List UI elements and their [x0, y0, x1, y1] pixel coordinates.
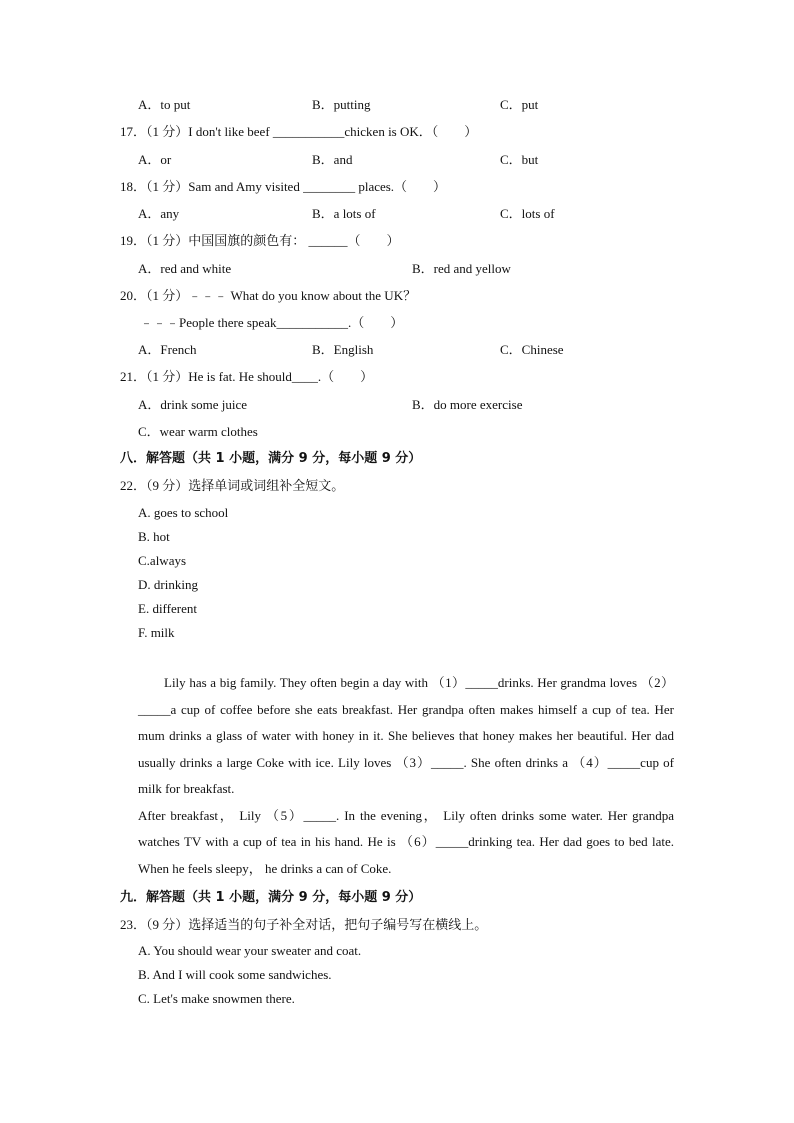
q21-option-a[interactable]: A．drink some juice — [138, 397, 248, 412]
q22-passage — [138, 670, 674, 882]
q19-stem: 19．（1 分）中国国旗的颜色有： ______（ ） — [120, 233, 400, 248]
q19-option-a[interactable]: A．red and white — [138, 261, 232, 276]
q22-choice-a: A. goes to school — [138, 505, 229, 520]
q21-option-b[interactable]: B．do more exercise — [412, 397, 523, 412]
q23-choice-c: C. Let's make snowmen there. — [138, 991, 295, 1006]
q20-stem-line2: ﹣﹣﹣People there speak___________.（ ） — [140, 315, 404, 330]
q16-option-a[interactable]: A．to put — [138, 97, 191, 112]
q22-choice-e: E. different — [138, 601, 197, 616]
q20-option-c[interactable]: C．Chinese — [500, 342, 564, 357]
q23-choice-b: B. And I will cook some sandwiches. — [138, 967, 332, 982]
q18-option-b[interactable]: B．a lots of — [312, 206, 376, 221]
q23-choice-a: A. You should wear your sweater and coat. — [138, 943, 362, 958]
section-8-header: 八．解答题（共 1 小题，满分 9 分，每小题 9 分） — [120, 451, 422, 466]
q23-stem: 23．（9 分）选择适当的句子补全对话，把句子编号写在横线上。 — [120, 917, 488, 932]
q22-choice-d: D. drinking — [138, 577, 198, 592]
q21-option-c[interactable]: C．wear warm clothes — [138, 424, 258, 439]
q21-stem: 21．（1 分）He is fat. He should____.（ ） — [120, 369, 374, 384]
q19-option-b[interactable]: B．red and yellow — [412, 261, 511, 276]
q20-option-a[interactable]: A．French — [138, 342, 197, 357]
q22-choice-c: C.always — [138, 553, 187, 568]
section-9-header: 九．解答题（共 1 小题，满分 9 分，每小题 9 分） — [120, 890, 422, 905]
q22-paragraph-2: After breakfast， Lily （5）_____. In the evening， Lily often drinks some water. Her grandpa watches TV with a cup of tea in his hand. He is （6）_____drinking tea. Her dad goes to bed late. When he feels sleepy， he drinks a can of Coke. — [138, 807, 674, 876]
q20-stem: 20．（1 分）﹣﹣﹣ What do you know about the UK？ — [120, 288, 417, 303]
q18-stem: 18．（1 分）Sam and Amy visited ________ places.（ ） — [120, 179, 447, 194]
q18-option-c[interactable]: C．lots of — [500, 206, 555, 221]
q17-option-b[interactable]: B．and — [312, 152, 353, 167]
q22-stem: 22．（9 分）选择单词或词组补全短文。 — [120, 478, 345, 493]
q22-choice-b: B. hot — [138, 529, 170, 544]
q17-option-a[interactable]: A．or — [138, 152, 172, 167]
q17-stem: 17．（1 分）I don't like beef ___________chicken is OK．（ ） — [120, 124, 478, 139]
q22-paragraph-1: Lily has a big family. They often begin a day with （1）_____drinks. Her grandma loves （2）_____a cup of coffee before she eats breakfast. Her grandpa often makes himself a cup of tea. Her mum drinks a glass of water with honey in it. She believes that honey makes her beautiful. Her dad usually drinks a large Coke with ice. Lily loves （3）_____. She often drinks a （4）_____cup of milk for breakfast. — [138, 675, 674, 796]
q18-option-a[interactable]: A．any — [138, 206, 180, 221]
q17-option-c[interactable]: C．but — [500, 152, 539, 167]
q22-choice-f: F. milk — [138, 625, 175, 640]
q16-option-b[interactable]: B．putting — [312, 97, 371, 112]
q20-option-b[interactable]: B．English — [312, 342, 374, 357]
q16-option-c[interactable]: C．put — [500, 97, 539, 112]
